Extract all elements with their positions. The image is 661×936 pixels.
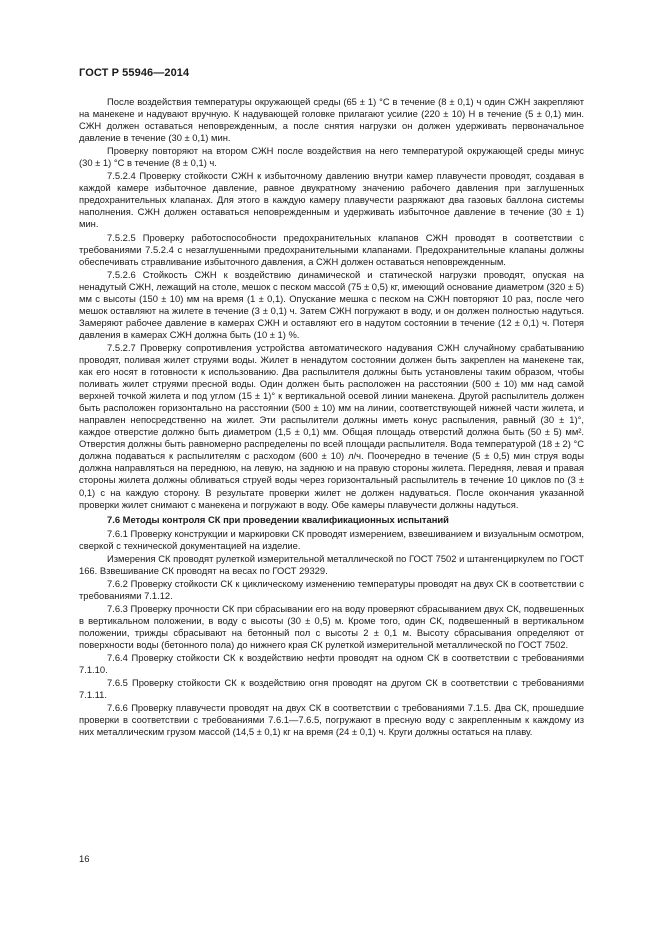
paragraph: 7.6.6 Проверку плавучести проводят на двух СК в соответствии с требованиями 7.1.5. Два СК, прошедшие проверки в соответствии с требованиями 7.6.1—7.6.5, погружают в пресную воду с закрепленным к каждому из них металлическим грузом массой (14,5 ± 0,1) кг на время (24 ± 0,1) ч. Круги должны остаться на плаву. [79, 702, 584, 738]
document-body [79, 96, 584, 739]
paragraph: 7.5.2.4 Проверку стойкости СЖН к избыточному давлению внутри камер плавучести проводят, создавая в каждой камере избыточное давление, равное двукратному значению рабочего давления при заглушенных предохранительных клапанах. Для этого в каждую камеру плавучести разряжают два газовых баллона системы наполнения. СЖН должен оставаться неповрежденным и удерживать избыточное давление в течение (30 ± 1) мин. [79, 170, 584, 230]
section-heading: 7.6 Методы контроля СК при проведении квалификационных испытаний [107, 513, 449, 525]
paragraph: 7.6.4 Проверку стойкости СК к воздействию нефти проводят на одном СК в соответствии с требованиями 7.1.10. [79, 652, 584, 676]
paragraph: Измерения СК проводят рулеткой измерительной металлической по ГОСТ 7502 и штангенциркулем по ГОСТ 166. Взвешивание СК проводят на весах по ГОСТ 29329. [79, 552, 584, 576]
paragraph: 7.5.2.6 Стойкость СЖН к воздействию динамической и статической нагрузки проводят, опуская на ненадутый СЖН, лежащий на столе, мешок с песком массой (75 ± 0,5) кг, имеющий основание диаметром (320 ± 5) мм с высоты (150 ± 10) мм на время (1 ± 0,1). Опускание мешка с песком на СЖН повторяют 10 раз, после чего мешок оставляют на жилете в течение (3 ± 0,1) ч. Затем СЖН погружают в воду, и он должен полностью надуться. Замеряют рабочее давление в камерах СЖН и оставляют его в надутом состоянии в течение (12 ± 0,1) ч. Потеря давления в камерах СЖН должна быть (10 ± 1) %. [79, 268, 584, 340]
paragraph: После воздействия температуры окружающей среды (65 ± 1) °С в течение (8 ± 0,1) ч один СЖН закрепляют на манекене и надувают вручную. К надувающей головке прилагают усилие (220 ± 10) Н в течение (5 ± 0,1) мин. СЖН должен оставаться неповрежденным, а после снятия нагрузки он должен удерживать первоначальное давление в течение (30 ± 0,1) мин. [79, 96, 584, 144]
paragraph: 7.5.2.7 Проверку сопротивления устройства автоматического надувания СЖН случайному срабатыванию проводят, поливая жилет струями воды. Жилет в ненадутом состоянии должен быть закреплен на манекене так, как его носят в готовности к использованию. Два распылителя должны быть установлены таким образом, чтобы поливать жилет струями пресной воды. Один должен быть расположен на расстоянии (500 ± 10) мм над самой верхней точкой жилета и под углом (15 ± 1)° к вертикальной осевой линии манекена. Другой распылитель должен быть расположен горизонтально на расстоянии (500 ± 10) мм на линии, соответствующей нижней части жилета, и направлен непосредственно на жилет. Эти распылители должны иметь конус распыления, равный (30 ± 1)°, каждое отверстие должно быть диаметром (1,5 ± 0,1) мм. Общая площадь отверстий должна быть (50 ± 5) мм². Отверстия должны быть равномерно распределены по всей площади распылителя. Вода температурой (18 ± 2) °С должна подаваться к распылителям с расходом (600 ± 10) л/ч. Поочередно в течение (5 ± 0,5) мин струя воды должна направляться на переднюю, на левую, на заднюю и на правую стороны жилета. Передняя, левая и правая стороны жилета должны обливаться струей воды через горизонтальный распылитель в течение 10 циклов по (3 ± 0,1) с на каждую сторону. В результате проверки жилет не должен надуваться. После окончания указанной проверки жилет снимают с манекена и погружают в воду. Обе камеры плавучести должны надуться. [79, 341, 584, 510]
paragraph: 7.6.1 Проверку конструкции и маркировки СК проводят измерением, взвешиванием и визуальным осмотром, сверкой с технической документацией на изделие. [79, 527, 584, 551]
standard-header: ГОСТ Р 55946—2014 [79, 67, 190, 79]
paragraph: 7.6.3 Проверку прочности СК при сбрасывании его на воду проверяют сбрасыванием двух СК, подвешенных в вертикальном положении, в воду с высоты (30 ± 0,5) м. Кроме того, один СК, подвешенный в вертикальном положении, трижды сбрасывают на бетонный пол с высоты 2 ± 0,1 м. Высоту сбрасывания определяют от поверхности воды (бетонного пола) до нижнего края СК рулеткой измерительной металлической по ГОСТ 7502. [79, 602, 584, 651]
page-number: 16 [79, 854, 90, 865]
paragraph: Проверку повторяют на втором СЖН после воздействия на него температурой окружающей среды минус (30 ± 1) °С в течение (8 ± 0,1) ч. [79, 145, 584, 169]
paragraph: 7.5.2.5 Проверку работоспособности предохранительных клапанов СЖН проводят в соответствии с требованиями 7.5.2.4 с незаглушенными предохранительными клапанами. Предохранительные клапаны должны обеспечивать стравливание избыточного давления, а СЖН должен оставаться неповрежденным. [79, 231, 584, 267]
paragraph: 7.6.5 Проверку стойкости СК к воздействию огня проводят на другом СК в соответствии с требованиями 7.1.11. [79, 677, 584, 701]
paragraph: 7.6.2 Проверку стойкости СК к циклическому изменению температуры проводят на двух СК в соответствии с требованиями 7.1.12. [79, 577, 584, 601]
